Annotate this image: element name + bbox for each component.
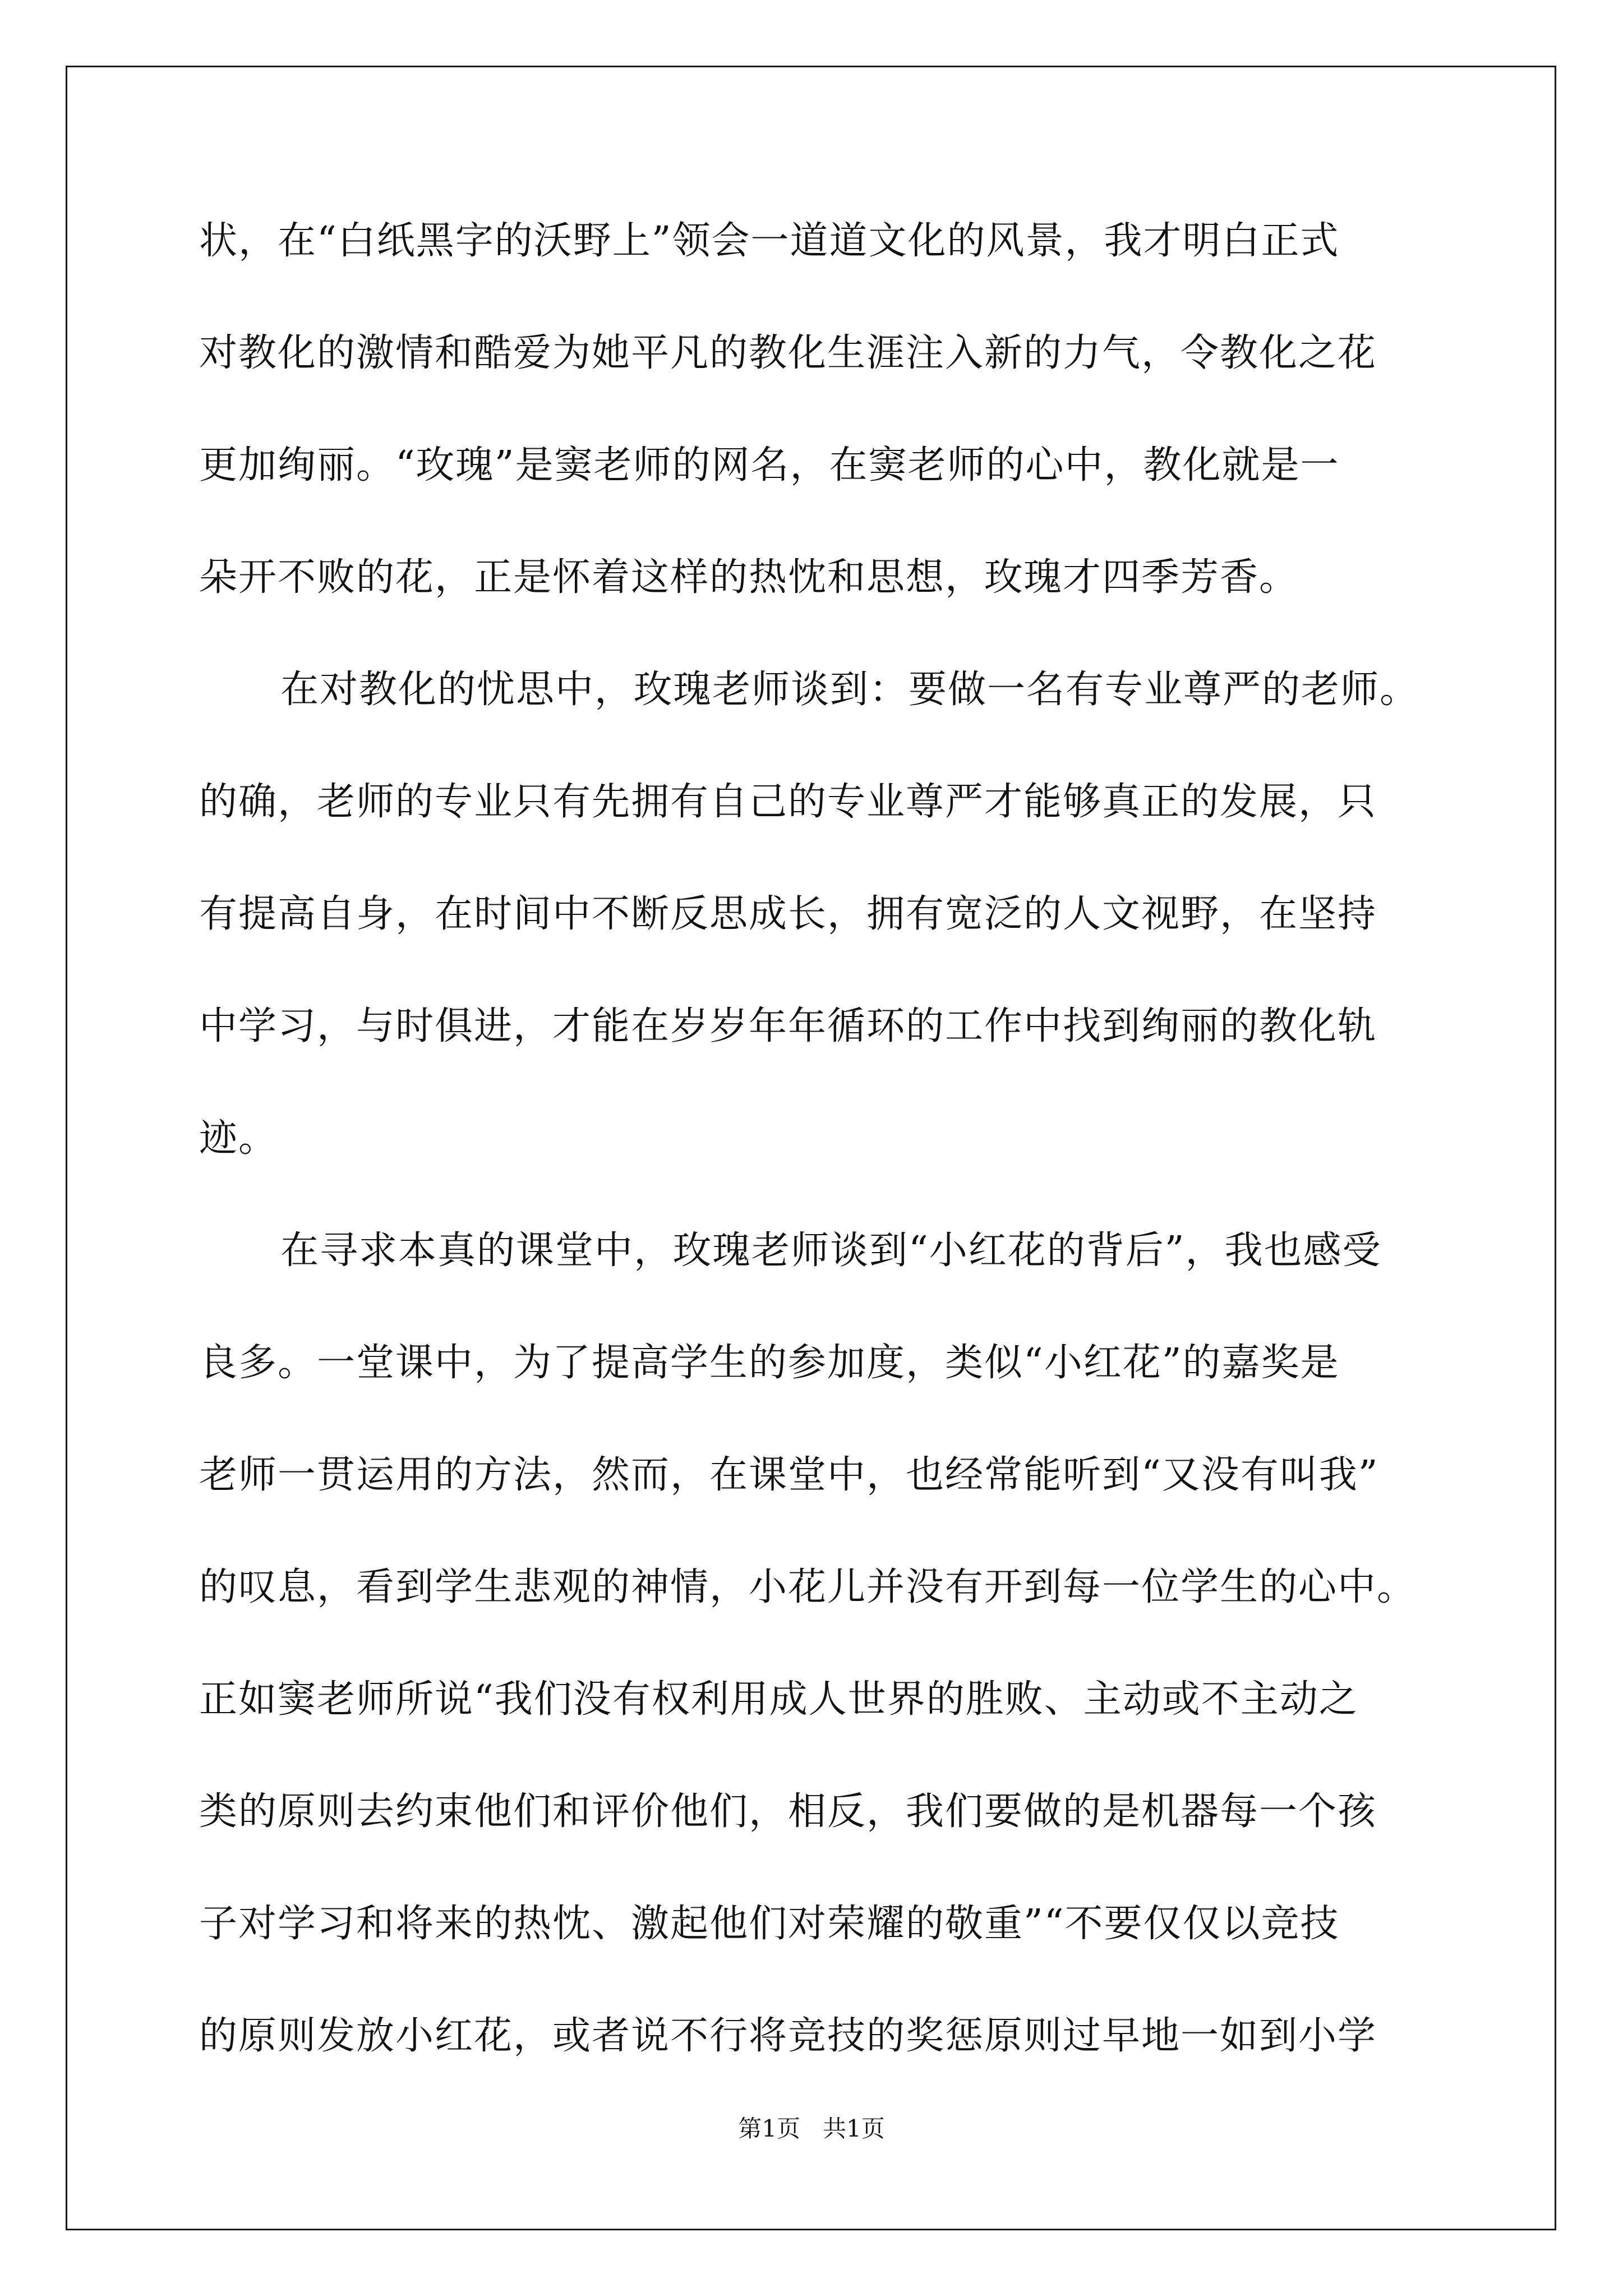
text-line: 老师一贯运用的方法，然而，在课堂中，也经常能听到“又没有叫我” [199, 1453, 1379, 1497]
paragraph-start-line: 在对教化的忧思中，玫瑰老师谈到：要做一名有专业尊严的老师。 [280, 668, 1419, 712]
text-line: 子对学习和将来的热忱、激起他们对荣耀的敬重”“不要仅仅以竞技 [199, 1902, 1340, 1946]
text-line: 的叹息，看到学生悲观的神情，小花儿并没有开到每一位学生的心中。 [199, 1565, 1417, 1609]
text-line: 正如窦老师所说“我们没有权利用成人世界的胜败、主动或不主动之 [199, 1677, 1358, 1722]
text-line: 迹。 [199, 1116, 278, 1161]
page-footer [0, 2115, 1623, 2143]
text-line: 的原则发放小红花，或者说不行将竞技的奖惩原则过早地一如到小学 [199, 2014, 1377, 2058]
paragraph-start-line: 在寻求本真的课堂中，玫瑰老师谈到“小红花的背后”，我也感受 [280, 1228, 1382, 1273]
text-line: 更加绚丽。“玫瑰”是窦老师的网名，在窦老师的心中，教化就是一 [199, 443, 1340, 487]
page-number-total: 共1页 [823, 2115, 885, 2142]
page-number-current: 第1页 [738, 2115, 800, 2142]
text-line: 朵开不败的花，正是怀着这样的热忱和思想，玫瑰才四季芳香。 [199, 555, 1299, 600]
text-line: 良多。一堂课中，为了提高学生的参加度，类似“小红花”的嘉奖是 [199, 1341, 1340, 1385]
text-line: 中学习，与时俱进，才能在岁岁年年循环的工作中找到绚丽的教化轨 [199, 1004, 1377, 1048]
text-line: 状，在“白纸黑字的沃野上”领会一道道文化的风景，我才明白正式 [199, 219, 1340, 263]
text-line: 类的原则去约束他们和评价他们，相反，我们要做的是机器每一个孩 [199, 1789, 1377, 1834]
text-line: 有提高自身，在时间中不断反思成长，拥有宽泛的人文视野，在坚持 [199, 892, 1377, 936]
text-line: 的确，老师的专业只有先拥有自己的专业尊严才能够真正的发展，只 [199, 780, 1377, 824]
text-line: 对教化的激情和酷爱为她平凡的教化生涯注入新的力气，令教化之花 [199, 331, 1377, 375]
